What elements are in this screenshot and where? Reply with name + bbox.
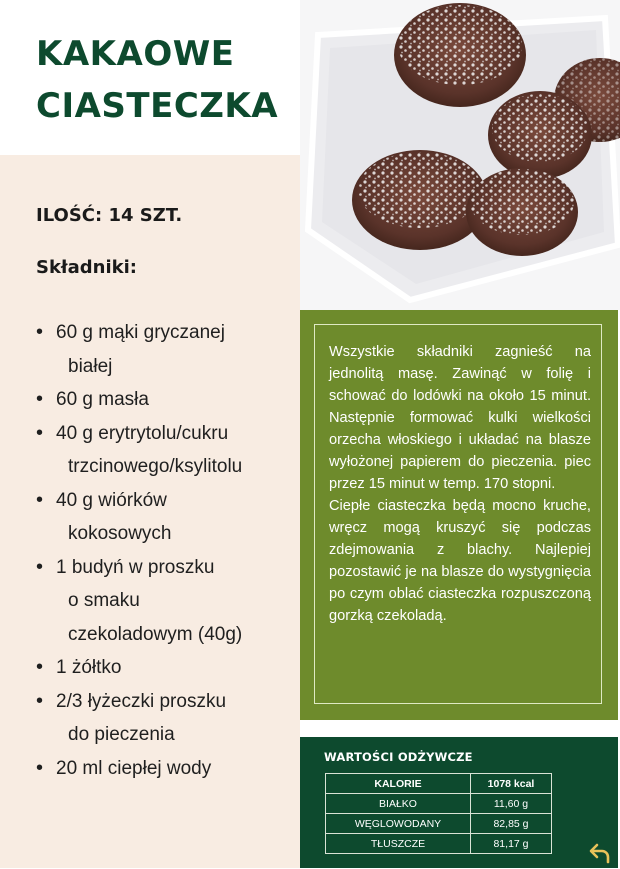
nutrient-value: 1078 kcal	[471, 774, 552, 794]
ingredient-text: 1 żółtko	[56, 657, 122, 678]
ingredient-text: 2/3 łyżeczki proszku	[56, 690, 227, 712]
ingredient-item	[36, 685, 296, 752]
title-line-1: KAKAOWE	[36, 34, 235, 74]
ingredients-heading: Składniki:	[36, 257, 137, 278]
recipe-title	[36, 28, 278, 132]
instructions-paragraph-1: Wszystkie składniki zagnieść na jednolitą masę. Zawinąć w folię i schować do lodówki na około 15 minut. Następnie formować kulki wielkości orzecha włoskiego i układać na blasze wyłożonej papierem do pieczenia. piec przez 15 minut w temp. 170 stopni.	[329, 344, 591, 492]
nutrient-name: TŁUSZCZE	[326, 834, 471, 854]
ingredient-item	[36, 484, 296, 551]
nutrient-name: KALORIE	[326, 774, 471, 794]
ingredient-text: 60 g masła	[56, 389, 149, 410]
title-area	[0, 0, 300, 155]
cookies-photo	[300, 0, 620, 310]
back-arrow-icon[interactable]	[588, 842, 612, 864]
ingredient-item	[36, 651, 296, 685]
nutrition-title: WARTOŚCI ODŻYWCZE	[324, 750, 473, 764]
nutrient-name: BIAŁKO	[326, 794, 471, 814]
cookie-middle-right	[488, 91, 592, 179]
ingredient-text: 1 budyń w proszku	[56, 556, 215, 578]
nutrition-row	[326, 814, 552, 834]
instructions-box	[300, 310, 618, 720]
ingredient-item	[36, 417, 296, 484]
ingredients-list	[36, 316, 296, 785]
ingredient-text: 40 g wiórków	[56, 489, 167, 511]
nutrition-row	[326, 834, 552, 854]
instructions-text	[329, 341, 591, 627]
instructions-frame	[314, 324, 602, 704]
nutrition-row	[326, 774, 552, 794]
ingredient-text-continued: kokosowych	[68, 523, 172, 544]
nutrient-value: 81,17 g	[471, 834, 552, 854]
cookie-top	[394, 3, 526, 107]
ingredient-item	[36, 316, 296, 383]
ingredient-item	[36, 752, 296, 786]
nutrient-name: WĘGLOWODANY	[326, 814, 471, 834]
ingredient-text-continued: białej	[68, 355, 113, 377]
cookie-bottom-right	[466, 168, 578, 256]
ingredient-text: 20 ml ciepłej wody	[56, 757, 212, 779]
ingredient-text: 40 g erytrytolu/cukru	[56, 422, 229, 444]
nutrient-value: 11,60 g	[471, 794, 552, 814]
nutrition-table	[325, 773, 552, 854]
quantity-label: ILOŚĆ: 14 SZT.	[36, 205, 183, 226]
ingredient-item	[36, 383, 296, 417]
ingredient-text-continued: trzcinowego/ksylitolu	[68, 456, 243, 477]
ingredient-text-continued: czekoladowym (40g)	[68, 623, 243, 645]
ingredient-text: 60 g mąki gryczanej	[56, 322, 225, 343]
ingredient-text-continued: do pieczenia	[68, 724, 175, 745]
nutrient-value: 82,85 g	[471, 814, 552, 834]
nutrition-box	[300, 737, 618, 868]
cookie-bottom-left	[352, 150, 488, 250]
ingredient-text-continued: o smaku	[68, 590, 140, 611]
ingredient-item	[36, 551, 296, 652]
title-line-2: CIASTECZKA	[36, 86, 279, 126]
cookies-photo-illustration	[300, 0, 620, 310]
instructions-paragraph-2: Ciepłe ciasteczka będą mocno kruche, wręcz mogą kruszyć się podczas zdejmowania z blachy. Najlepiej pozostawić je na blasze do wystygnięcia po czym oblać ciasteczka rozpuszczoną gorzką czekoladą.	[329, 498, 591, 624]
nutrition-row	[326, 794, 552, 814]
